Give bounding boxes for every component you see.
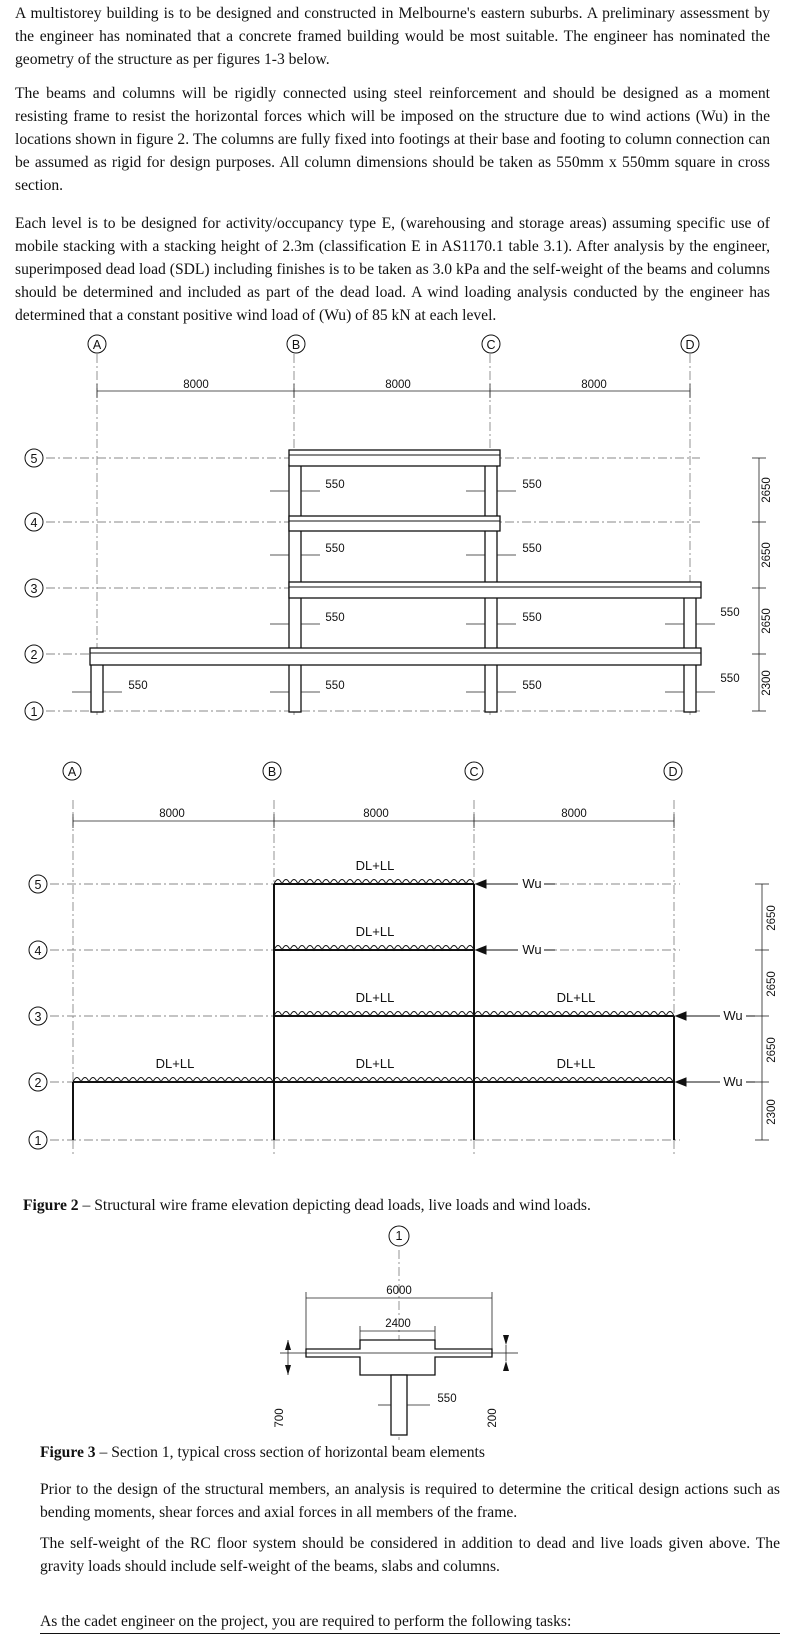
svg-text:5: 5 bbox=[34, 878, 42, 892]
intro-paragraph-3: Each level is to be designed for activity/occupancy type E, (warehousing and storage areas) assuming specific use of mobile stacking with a stacking height of 2.3m (classification E in AS1170.1 table 3.1). After analysis by the engineer, superimposed dead load (SDL) including finishes is to be taken as 3.0 kPa and the self-weight of the beams and columns should be determined and included as part of the dead load. A wind loading analysis conducted by the engineer has determined that a constant positive wind load of (Wu) of 85 kN at each level. bbox=[15, 215, 770, 324]
svg-text:A: A bbox=[92, 338, 102, 352]
svg-text:1: 1 bbox=[34, 1134, 42, 1148]
svg-text:4: 4 bbox=[34, 944, 42, 958]
svg-text:C: C bbox=[486, 338, 496, 352]
load-label-2A: DL+LL bbox=[155, 1056, 195, 1071]
svg-text:2300: 2300 bbox=[761, 670, 773, 696]
svg-text:2650: 2650 bbox=[761, 608, 773, 634]
svg-text:2650: 2650 bbox=[761, 542, 773, 568]
svg-text:B: B bbox=[267, 765, 277, 779]
analysis-paragraph: Prior to the design of the structural members, an analysis is required to determine the critical design actions such as bending moments, shear forces and axial forces in all members of the frame. bbox=[40, 1481, 780, 1521]
svg-text:4: 4 bbox=[30, 516, 38, 530]
figure-3-caption: Figure 3 – Section 1, typical cross section of horizontal beam elements bbox=[40, 1444, 485, 1461]
wind-label-2: Wu bbox=[723, 1074, 743, 1089]
svg-text:D: D bbox=[668, 765, 678, 779]
flange-width-dim: 6000 bbox=[386, 1285, 412, 1297]
span-dim-CD: 8000 bbox=[581, 379, 607, 391]
svg-text:2650: 2650 bbox=[766, 971, 778, 997]
svg-text:550: 550 bbox=[522, 479, 542, 491]
svg-text:B: B bbox=[291, 338, 301, 352]
load-label-2C: DL+LL bbox=[556, 1056, 596, 1071]
svg-text:5: 5 bbox=[30, 452, 38, 466]
svg-text:550: 550 bbox=[522, 612, 542, 624]
svg-text:550: 550 bbox=[522, 680, 542, 692]
beam-width-dim: 2400 bbox=[385, 1318, 411, 1330]
intro-paragraph-2: The beams and columns will be rigidly connected using steel reinforcement and should be designed as a moment resisting frame to resist the horizontal forces which will be imposed on the structure due to wind actions (Wu) in the locations shown in figure 2. The columns are fully fixed into footings at their base and footing to column connection can be assumed as rigid for design purposes. All column dimensions should be taken as 550mm x 550mm square in cross section. bbox=[15, 85, 770, 194]
tasks-heading: As the cadet engineer on the project, you are required to perform the following tasks: bbox=[40, 1611, 780, 1634]
slab-thickness-dim: 200 bbox=[487, 1408, 499, 1428]
load-label-3C: DL+LL bbox=[556, 990, 596, 1005]
svg-text:2300: 2300 bbox=[766, 1099, 778, 1125]
svg-text:3: 3 bbox=[34, 1010, 42, 1024]
figure-2-caption: Figure 2 – Structural wire frame elevation depicting dead loads, live loads and wind loads. bbox=[23, 1197, 591, 1214]
svg-text:2: 2 bbox=[34, 1076, 42, 1090]
svg-text:550: 550 bbox=[720, 607, 740, 619]
svg-text:8000: 8000 bbox=[363, 808, 389, 820]
svg-text:2650: 2650 bbox=[761, 477, 773, 503]
svg-text:3: 3 bbox=[30, 582, 38, 596]
svg-text:2650: 2650 bbox=[766, 905, 778, 931]
span-dim-AB: 8000 bbox=[183, 379, 209, 391]
svg-text:550: 550 bbox=[325, 543, 345, 555]
wind-label-5: Wu bbox=[522, 876, 542, 891]
load-label-5: DL+LL bbox=[355, 858, 395, 873]
svg-text:550: 550 bbox=[325, 479, 345, 491]
svg-text:D: D bbox=[685, 338, 695, 352]
svg-text:550: 550 bbox=[325, 612, 345, 624]
svg-text:C: C bbox=[469, 765, 479, 779]
wind-label-3: Wu bbox=[723, 1008, 743, 1023]
wind-label-4: Wu bbox=[522, 942, 542, 957]
section-marker bbox=[389, 1226, 409, 1246]
beam-section bbox=[280, 1340, 518, 1435]
svg-text:550: 550 bbox=[128, 680, 148, 692]
self-weight-paragraph: The self-weight of the RC floor system should be considered in addition to dead and live loads given above. The gravity loads should include self-weight of the beams, slabs and columns. bbox=[40, 1535, 780, 1575]
svg-text:550: 550 bbox=[522, 543, 542, 555]
intro-paragraph-1: A multistorey building is to be designed and constructed in Melbourne's eastern suburbs. A preliminary assessment by the engineer has nominated that a concrete framed building would be most suitable. The engineer has nominated the geometry of the structure as per figures 1-3 below. bbox=[15, 5, 770, 68]
svg-text:8000: 8000 bbox=[159, 808, 185, 820]
column-width-dim: 550 bbox=[437, 1393, 457, 1405]
load-label-4: DL+LL bbox=[355, 924, 395, 939]
svg-text:2: 2 bbox=[30, 648, 38, 662]
svg-text:1: 1 bbox=[395, 1229, 403, 1243]
svg-text:1: 1 bbox=[30, 705, 38, 719]
svg-text:550: 550 bbox=[325, 680, 345, 692]
load-label-2B: DL+LL bbox=[355, 1056, 395, 1071]
svg-text:2650: 2650 bbox=[766, 1037, 778, 1063]
depth-dim: 700 bbox=[274, 1408, 286, 1428]
svg-text:A: A bbox=[67, 765, 77, 779]
svg-text:8000: 8000 bbox=[561, 808, 587, 820]
svg-text:550: 550 bbox=[720, 673, 740, 685]
span-dim-BC: 8000 bbox=[385, 379, 411, 391]
load-label-3B: DL+LL bbox=[355, 990, 395, 1005]
